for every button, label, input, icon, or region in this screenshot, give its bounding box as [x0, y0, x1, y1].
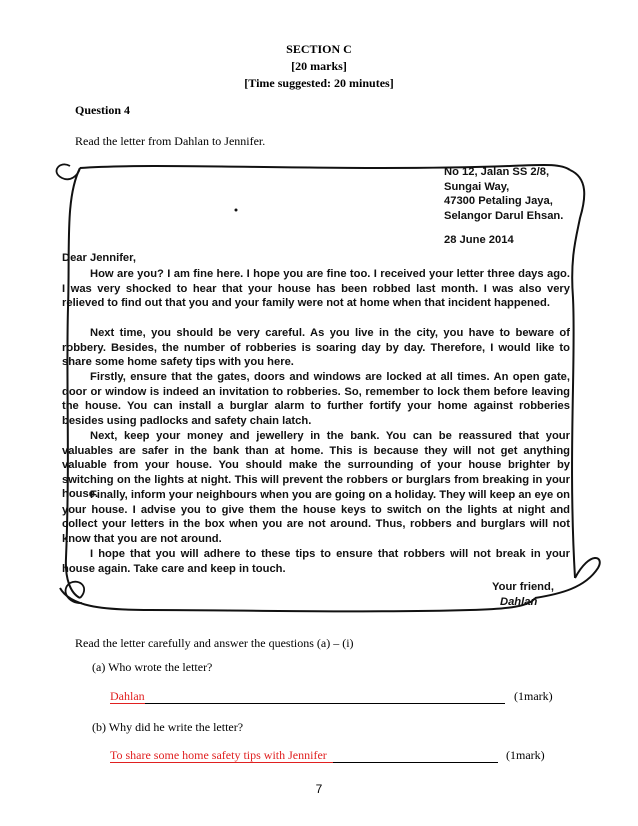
address-line: No 12, Jalan SS 2/8,	[444, 166, 550, 178]
letter-salutation: Dear Jennifer,	[62, 252, 136, 264]
letter-paragraph: How are you? I am fine here. I hope you are fine too. I received your letter three days ago. I was very shocked to hear that your house has been robbed last month. I was also very relieved to find out that you and your family were not at home when that incident happened.	[62, 268, 570, 310]
letter-paragraph: Finally, inform your neighbours when you are going on a holiday. They will keep an eye on your house. I advise you to give them the house keys to switch on the lights at night and collect your letters in the box when you are not around. Thus, robbers and burglars will not know that you are not around.	[62, 489, 570, 545]
address-line: Sungai Way,	[444, 180, 510, 193]
answer-line	[333, 762, 498, 763]
section-time: [Time suggested: 20 minutes]	[244, 76, 394, 90]
answer-a: Dahlan	[110, 689, 145, 703]
answer-b: To share some home safety tips with Jennifer	[110, 748, 327, 762]
letter-paragraph: I hope that you will adhere to these tips to ensure that robbers will not break in your house again. Take care and keep in touch.	[62, 548, 570, 575]
section-marks: [20 marks]	[291, 59, 347, 73]
letter-paragraph: Next time, you should be very careful. As you live in the city, you have to beware of robbery. Besides, the number of robberies is soaring day by day. Therefore, I would like to share some home safety tips with you here.	[62, 327, 570, 369]
letter-address	[444, 165, 638, 248]
letter-signature: Dahlan	[500, 595, 538, 608]
marks-b: (1mark)	[506, 748, 545, 762]
answer-instructions: Read the letter carefully and answer the questions (a) – (i)	[75, 636, 354, 650]
answer-line	[145, 703, 505, 704]
answer-line	[110, 762, 333, 763]
marks-a: (1mark)	[514, 689, 553, 703]
question-instruction: Read the letter from Dahlan to Jennifer.	[75, 134, 266, 148]
question-title: Question 4	[75, 103, 131, 117]
question-b: (b) Why did he write the letter?	[92, 720, 244, 734]
answer-line	[110, 703, 145, 704]
letter-paragraph: Next, keep your money and jewellery in the bank. You can be reassured that your valuables are safer in the bank than at home. This is because they will not get anything valuable from your house. You should make the surrounding of your house brighter by switching on the lights at night. This will prevent the robbers or burglars from breaking in your house.	[62, 430, 570, 501]
question-a: (a) Who wrote the letter?	[92, 660, 213, 674]
letter-paragraph: Firstly, ensure that the gates, doors and windows are locked at all times. An open gate, door or window is indeed an invitation to robberies. So, remember to lock them before leaving the house. You can install a burglar alarm to further fortify your home against robberies besides using padlocks and safety chain latch.	[62, 371, 570, 427]
section-title: SECTION C	[286, 42, 352, 56]
address-line: 47300 Petaling Jaya,	[444, 195, 553, 208]
page-number: 7	[315, 782, 323, 796]
letter-closing: Your friend,	[492, 581, 554, 593]
letter-date: 28 June 2014	[444, 234, 514, 247]
letter-signoff	[492, 580, 612, 609]
address-line: Selangor Darul Ehsan.	[444, 209, 564, 222]
